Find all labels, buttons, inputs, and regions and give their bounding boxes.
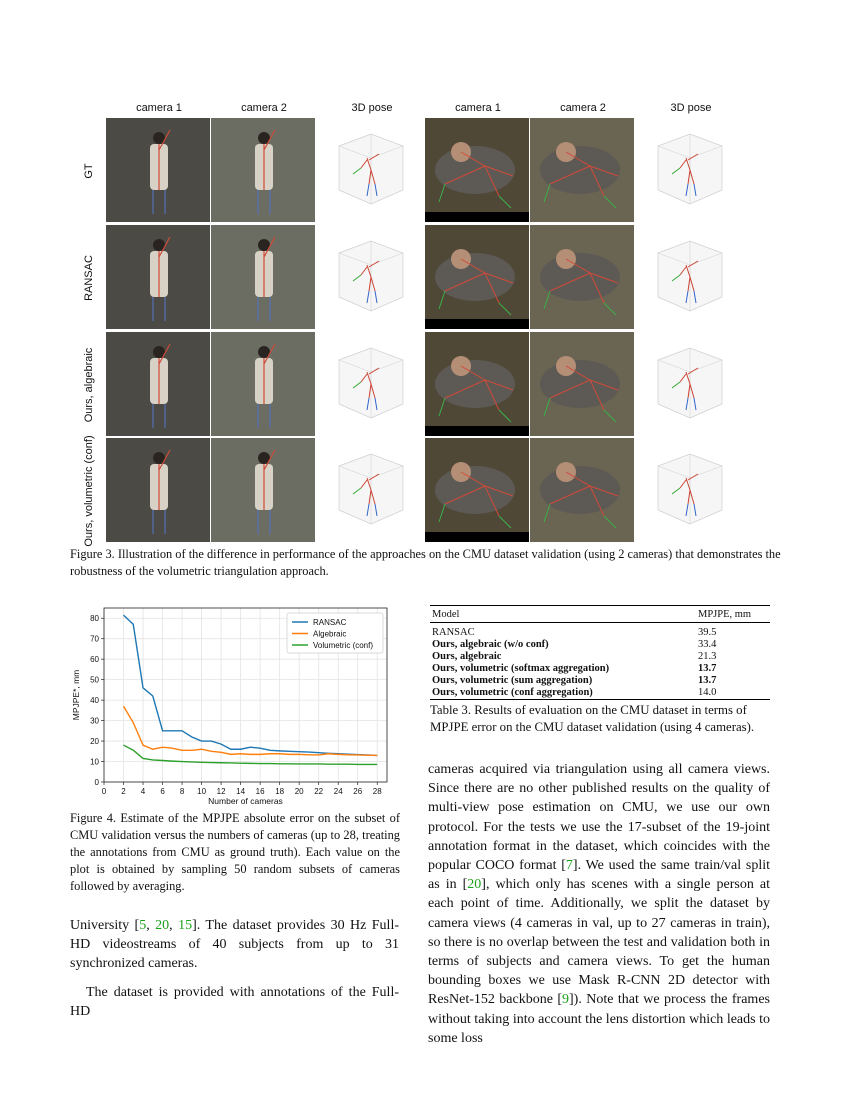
- table-header-mpjpe: MPJPE, mm: [698, 608, 752, 620]
- text-fragment: cameras acquired via triangulation using all camera views. Since there are no other published results on the quality of multi-view pose estimation on CMU, we use our own protocol. For the tests we use the 17-subset of the 19-joint annotation format in the dataset, which coincides with the popular COCO format [: [428, 762, 770, 874]
- legend-entry: Algebraic: [313, 629, 347, 639]
- table-row: [430, 662, 770, 674]
- table-header-row: [430, 608, 770, 620]
- x-tick-label: 12: [216, 787, 226, 796]
- col-header-3d-pose-a: 3D pose: [351, 102, 393, 114]
- table-cell-mpjpe: 13.7: [698, 662, 717, 674]
- text-fragment: ,: [146, 918, 156, 933]
- x-tick-label: 8: [179, 787, 185, 796]
- pose-3d-plot: [638, 438, 742, 542]
- y-tick-label: 80: [90, 614, 99, 624]
- col-header-3d-pose-b: 3D pose: [670, 102, 712, 114]
- table-row: [430, 674, 770, 686]
- left-paragraph-1: [70, 916, 399, 974]
- y-tick-label: 0: [94, 778, 99, 787]
- camera-frame-image: [425, 118, 529, 222]
- pose-3d-plot: [319, 225, 423, 329]
- pose-3d-plot: [319, 118, 423, 222]
- camera-frame-image: [106, 118, 210, 222]
- table-cell-model: Ours, volumetric (sum aggregation): [432, 674, 593, 686]
- y-tick-label: 40: [90, 696, 99, 706]
- x-tick-label: 22: [314, 787, 324, 796]
- left-column-text: [70, 916, 399, 1021]
- row-label-algebraic: Ours, algebraic: [83, 347, 95, 423]
- camera-frame-image: [530, 438, 634, 542]
- x-tick-label: 4: [140, 787, 146, 796]
- table-header-model: Model: [432, 608, 460, 620]
- col-header-camera-2-a: camera 2: [241, 102, 287, 114]
- x-tick-label: 2: [121, 787, 126, 796]
- citation-link[interactable]: 5: [139, 918, 147, 933]
- x-tick-label: 14: [236, 787, 246, 796]
- text-fragment: ]). Note that we process the frames without taking into account the lens distortion which leads to some loss: [428, 992, 770, 1046]
- table-row: [430, 686, 770, 698]
- citation-link[interactable]: 7: [565, 858, 573, 874]
- text-fragment: University [: [70, 918, 140, 933]
- pose-3d-plot: [638, 225, 742, 329]
- table-row: [430, 650, 770, 662]
- y-tick-label: 50: [90, 675, 99, 685]
- x-tick-label: 6: [160, 787, 165, 796]
- camera-frame-image: [530, 118, 634, 222]
- row-label-ransac: RANSAC: [83, 255, 95, 301]
- figure-4-chart: [68, 604, 393, 804]
- camera-frame-image: [211, 438, 315, 542]
- x-tick-label: 20: [294, 787, 304, 796]
- camera-frame-image: [106, 225, 210, 329]
- y-tick-label: 70: [90, 634, 99, 644]
- citation-link[interactable]: 20: [467, 877, 482, 893]
- table-cell-model: Ours, volumetric (softmax aggregation): [432, 662, 610, 674]
- y-tick-label: 10: [90, 757, 99, 767]
- figure-4-caption: Figure 4. Estimate of the MPJPE absolute error on the subset of CMU validation versus the numbers of cameras (up to 28, treating the annotations from CMU as ground truth). Each value on the plot is obtained by sampling 50 random subsets of cameras followed by averaging.: [70, 811, 400, 893]
- col-header-camera-1-a: camera 1: [136, 102, 182, 114]
- table-row: [430, 638, 770, 650]
- camera-frame-image: [425, 225, 529, 329]
- pose-3d-plot: [319, 438, 423, 542]
- citation-link[interactable]: 20: [155, 918, 170, 933]
- table-cell-mpjpe: 21.3: [698, 650, 717, 662]
- table-3-caption: Table 3. Results of evaluation on the CMU dataset in terms of MPJPE error on the CMU dataset validation (using 4 cameras).: [430, 703, 755, 734]
- x-tick-label: 10: [197, 787, 207, 796]
- left-paragraph-2: The dataset is provided with annotations of the Full-HD: [70, 984, 399, 1019]
- col-header-camera-2-b: camera 2: [560, 102, 606, 114]
- pose-3d-plot: [638, 118, 742, 222]
- camera-frame-image: [211, 332, 315, 436]
- table-cell-mpjpe: 14.0: [698, 686, 717, 698]
- camera-frame-image: [530, 225, 634, 329]
- table-row: [430, 626, 770, 638]
- table-cell-model: Ours, volumetric (conf aggregation): [432, 686, 593, 698]
- y-tick-label: 60: [90, 655, 99, 665]
- col-header-camera-1-b: camera 1: [455, 102, 501, 114]
- legend-entry: RANSAC: [313, 618, 347, 627]
- camera-frame-image: [211, 118, 315, 222]
- x-tick-label: 26: [353, 787, 363, 796]
- text-fragment: ,: [169, 918, 179, 933]
- text-fragment: ]. The dataset provides 30 Hz Full-HD videostreams of 40 subjects from up to 31 synchronized cameras.: [70, 918, 400, 972]
- citation-link[interactable]: 15: [178, 918, 193, 933]
- table-cell-model: RANSAC: [432, 626, 475, 638]
- y-axis-label: MPJPE*, mm: [71, 669, 81, 721]
- x-tick-label: 28: [372, 787, 382, 796]
- y-tick-label: 20: [90, 737, 99, 747]
- x-tick-label: 24: [333, 787, 343, 796]
- camera-frame-image: [106, 438, 210, 542]
- row-label-volumetric: Ours, volumetric (conf): [83, 435, 95, 547]
- citation-link[interactable]: 9: [562, 992, 569, 1008]
- right-paragraph: [428, 760, 770, 1048]
- series-line-algebraic: [124, 706, 378, 755]
- table-cell-mpjpe: 33.4: [698, 638, 717, 650]
- row-label-gt: GT: [83, 163, 95, 179]
- table-cell-model: Ours, algebraic (w/o conf): [432, 638, 549, 650]
- table-cell-mpjpe: 13.7: [698, 674, 717, 686]
- text-fragment: ], which only has scenes with a single person at each point of time. Additionally, we split the dataset by camera views (4 cameras in val, up to 27 cameras in train), so there is no overlap between the test and validation both in terms of subjects and camera views. To get the human bounding boxes we use Mask R-CNN 2D detector with ResNet-152 backbone [: [428, 877, 770, 1008]
- camera-frame-image: [530, 332, 634, 436]
- x-tick-label: 18: [275, 787, 285, 796]
- x-axis-label: Number of cameras: [208, 796, 283, 804]
- legend-entry: Volumetric (conf): [313, 641, 374, 650]
- table-cell-mpjpe: 39.5: [698, 626, 717, 638]
- x-tick-label: 0: [101, 787, 107, 796]
- text-fragment: ]. We used the same train/val split as in [: [428, 858, 770, 893]
- camera-frame-image: [425, 438, 529, 542]
- pose-3d-plot: [319, 332, 423, 436]
- table-cell-model: Ours, algebraic: [432, 650, 502, 662]
- camera-frame-image: [425, 332, 529, 436]
- x-tick-label: 16: [255, 787, 265, 796]
- figure-3-caption: Figure 3. Illustration of the difference in performance of the approaches on the CMU dataset validation (using 2 cameras) that demonstrates the robustness of the volumetric triangulation approach.: [70, 547, 781, 578]
- right-column-text: [428, 760, 770, 1048]
- table-3: [430, 605, 770, 700]
- pose-3d-plot: [638, 332, 742, 436]
- camera-frame-image: [211, 225, 315, 329]
- camera-frame-image: [106, 332, 210, 436]
- y-tick-label: 30: [90, 716, 99, 726]
